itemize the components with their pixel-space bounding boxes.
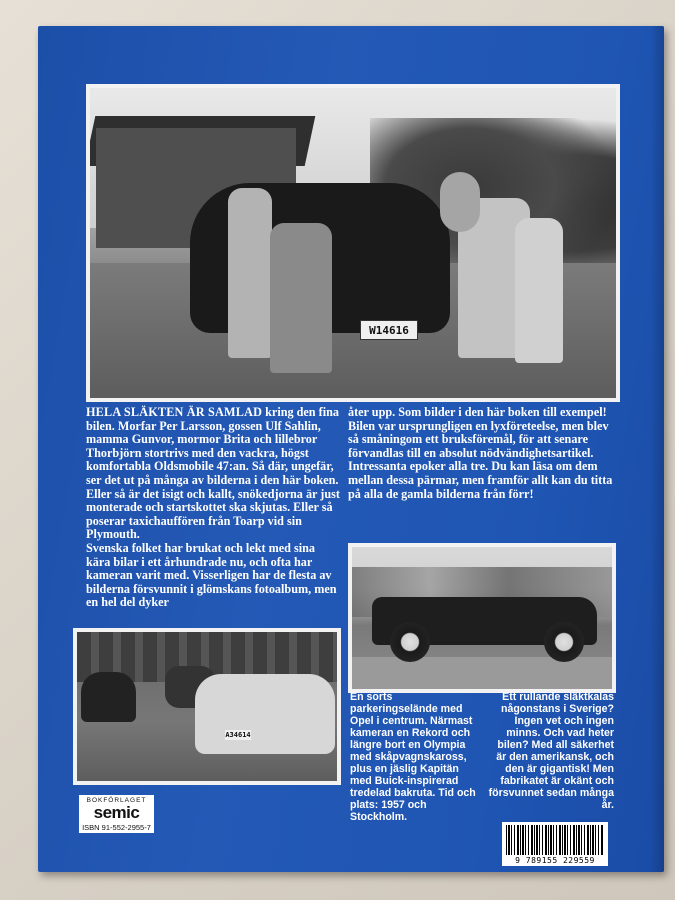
vintage-car-photo bbox=[348, 543, 616, 693]
family-car-photo-image bbox=[90, 88, 616, 398]
publisher-logo bbox=[79, 795, 154, 825]
person bbox=[440, 172, 480, 232]
street-parking-photo bbox=[73, 628, 341, 785]
publisher-name: semic bbox=[93, 803, 140, 822]
street-parking-photo-image bbox=[77, 632, 337, 781]
license-plate: A34614 bbox=[225, 731, 251, 739]
vintage-car-photo-image bbox=[352, 547, 612, 689]
body-paragraph: Svenska folket har brukat och lekt med sina kära bilar i ett århundrade nu, och ofta har kameran varit med. Visserligen har de flesta av bilderna försvunnit i glömskans fotoalbum, men en hel del dyker bbox=[86, 540, 337, 610]
family-car-photo bbox=[86, 84, 620, 402]
license-plate: W14616 bbox=[360, 320, 418, 340]
spine-shade bbox=[650, 26, 664, 872]
street-photo-caption: En sorts parkeringselände med Opel i centrum. Närmast kameran en Rekord och längre bort en Olympia med skåpvagnskaross, plus en jäslig Kapitän med Buick-inspirerad tredelad bakruta. Tid och plats: 1957 och Stockholm. bbox=[350, 691, 476, 823]
publisher-label: BOKFÖRLAGET bbox=[86, 797, 147, 804]
wheel bbox=[390, 622, 430, 662]
barcode-number: 9 789155 229559 bbox=[515, 856, 595, 865]
person bbox=[270, 223, 332, 373]
barcode bbox=[502, 822, 608, 866]
car bbox=[81, 672, 136, 722]
body-paragraph: åter upp. Som bilder i den här boken till exempel! bbox=[348, 405, 607, 419]
wheel bbox=[544, 622, 584, 662]
body-text-right bbox=[348, 406, 618, 501]
body-paragraph: Eller så är det isigt och kallt, snökedjorna är just monterade och startskottet ska skjutas. Eller så poserar taxichauffören från Toarp vid sin Plymouth. bbox=[86, 486, 340, 542]
lead-heading: HELA SLÄKTEN ÄR SAMLAD bbox=[86, 405, 263, 419]
person bbox=[515, 218, 563, 363]
person bbox=[228, 188, 272, 358]
opel-rekord-car bbox=[195, 674, 335, 754]
barcode-bars bbox=[506, 825, 604, 855]
vintage-photo-caption: Ett rullande släktkalas någonstans i Sverige? Ingen vet och ingen minns. Och vad heter bilen? Med all säkerhet är den amerikansk, och den är gigantisk! Men fabrikatet är okänt och försvunnet sedan många år. bbox=[488, 691, 614, 811]
isbn-number: ISBN 91-552-2955-7 bbox=[79, 822, 154, 833]
body-paragraph: kring den fina bilen. Morfar Per Larsson, gossen Ulf Sahlin, mamma Gunvor, mormor Brita och lillebror Thorbjörn stortrivs med den vackra, högst komfortabla Oldsmobile 47:an. Så där, ungefär, ser det ut på många av bilderna i den här boken. bbox=[86, 405, 339, 487]
body-paragraph: Bilen var ursprungligen en lyxföreteelse, men blev så småningom ett bruksföremål, för att senare förvandlas till en absolut nödvändighetsartikel. Intressanta epoker alla tre. Du kan läsa om dem mellan dessa pärmar, men framför allt kan du titta på alla de gamla bilderna från förr! bbox=[348, 418, 613, 501]
body-text-left bbox=[86, 406, 341, 610]
